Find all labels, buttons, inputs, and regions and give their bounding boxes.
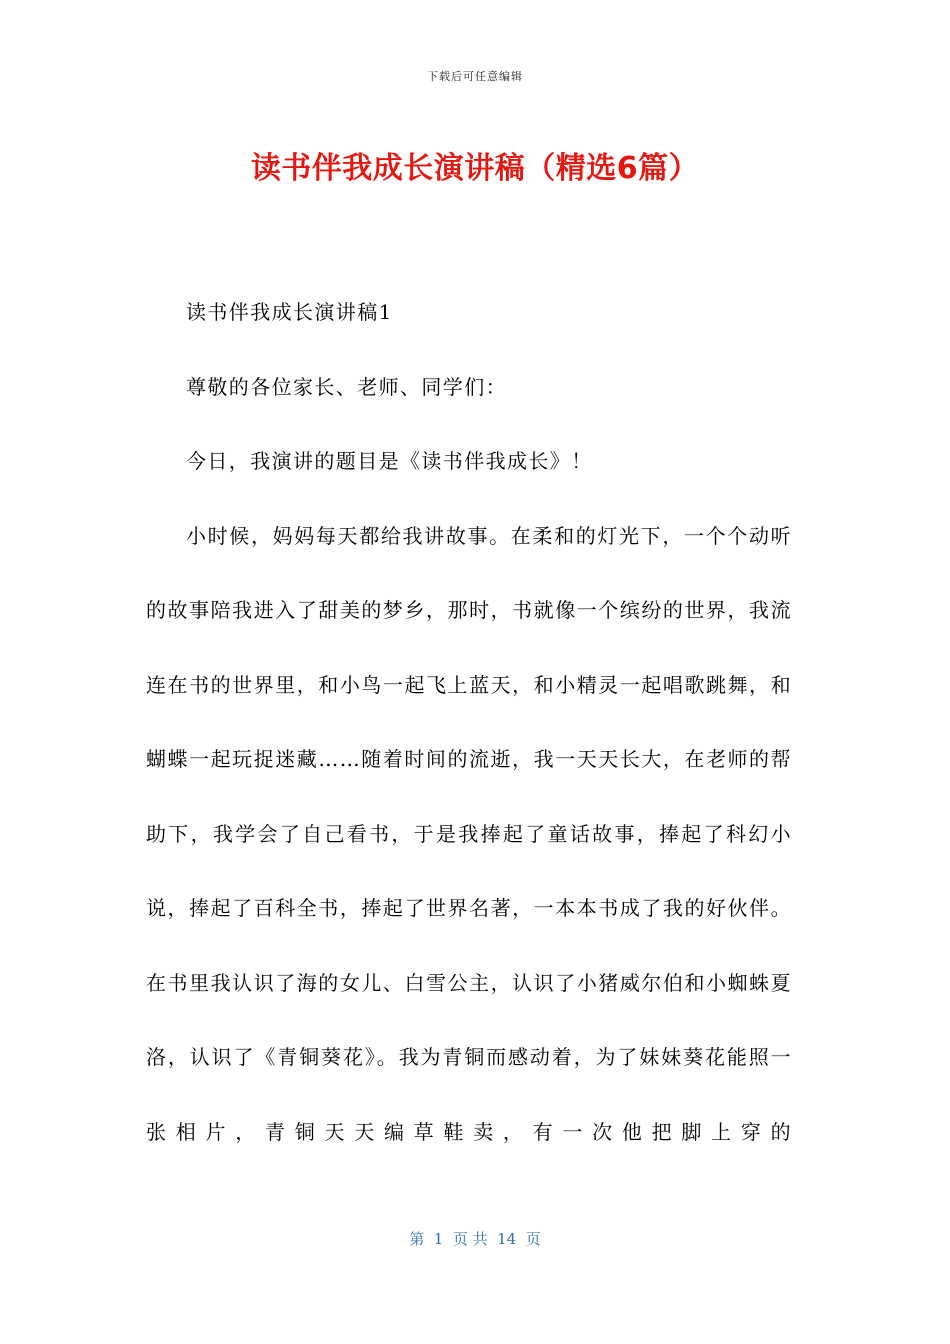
section-heading: 读书伴我成长演讲稿1 [186, 300, 393, 324]
page-header-note: 下载后可任意编辑 [427, 70, 523, 83]
document-title: 读书伴我成长演讲稿（精选6篇） [250, 151, 700, 186]
salutation: 尊敬的各位家长、老师、同学们： [186, 374, 507, 399]
page-number-footer: 第 1 页 共 14 页 [409, 1230, 541, 1248]
document-body [146, 275, 792, 1169]
intro-paragraph: 今日，我演讲的题目是《读书伴我成长》！ [186, 449, 593, 473]
body-paragraph: 小时候，妈妈每天都给我讲故事。在柔和的灯光下，一个个动听的故事陪我进入了甜美的梦乡，那时，书就像一个缤纷的世界，我流连在书的世界里，和小鸟一起飞上蓝天，和小精灵一起唱歌跳舞，和蝴蝶一起玩捉迷藏……随着时间的流逝，我一天天长大，在老师的帮助下，我学会了自己看书，于是我捧起了童话故事，捧起了科幻小说，捧起了百科全书，捧起了世界名著，一本本书成了我的好伙伴。在书里我认识了海的女儿、白雪公主，认识了小猪威尔伯和小蜘蛛夏洛，认识了《青铜葵花》。我为青铜而感动着，为了妹妹葵花能照一张相片，青铜天天编草鞋卖，有一次他把脚上穿的 [146, 523, 792, 1144]
